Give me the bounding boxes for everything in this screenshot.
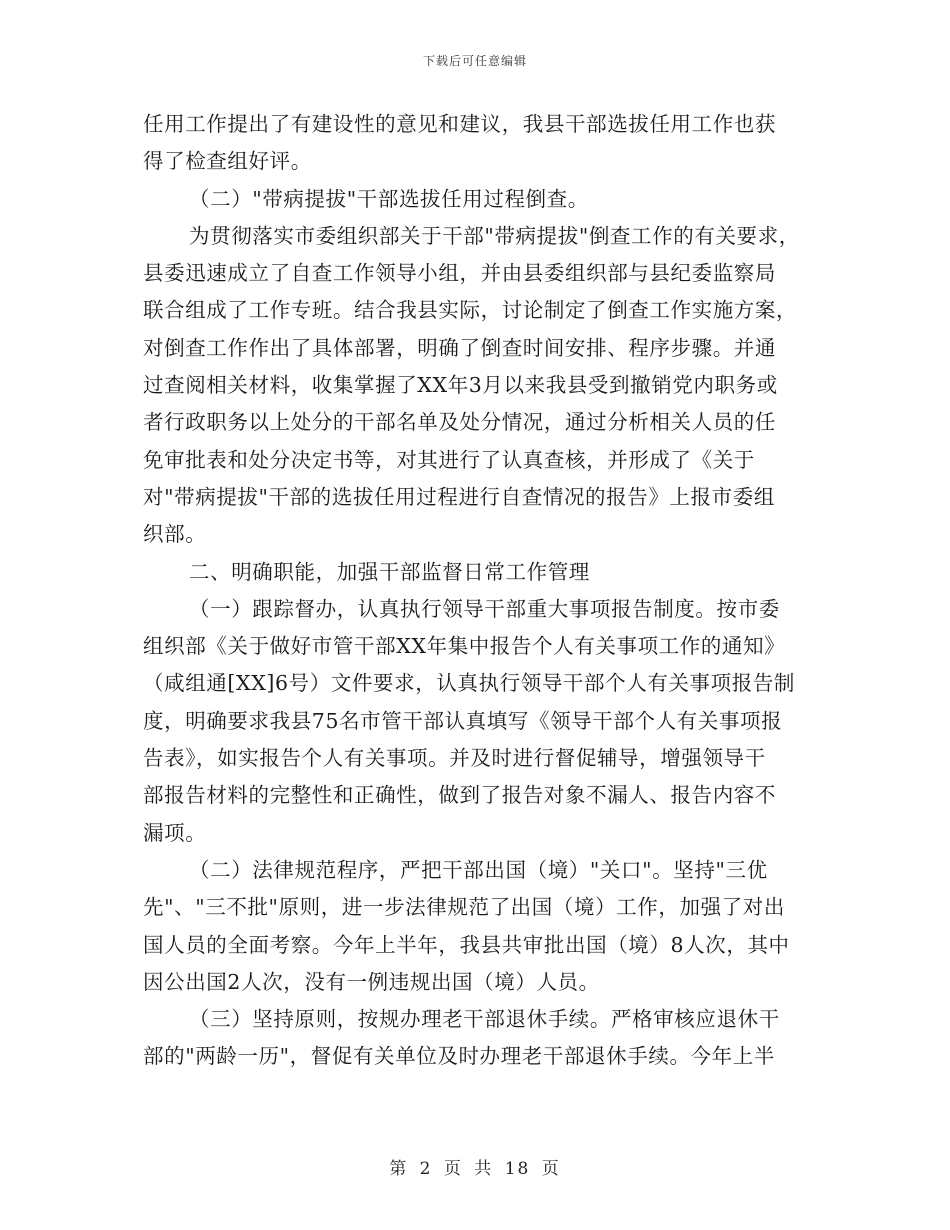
- text-line: 得了检查组好评。: [143, 149, 312, 174]
- text-line: 免审批表和处分决定书等，对其进行了认真查核，并形成了《关于: [143, 447, 755, 472]
- text-line: 部的"两龄一历"，督促有关单位及时办理老干部退休手续。今年上半: [143, 1044, 775, 1069]
- text-line: 二、明确职能，加强干部监督日常工作管理: [189, 559, 590, 584]
- text-line: 织部。: [143, 522, 207, 547]
- text-line: 者行政职务以上处分的干部名单及处分情况，通过分析相关人员的任: [143, 410, 776, 435]
- text-line: 国人员的全面考察。今年上半年，我县共审批出国（境）8人次，其中: [143, 932, 790, 957]
- text-line: 县委迅速成立了自查工作领导小组，并由县委组织部与县纪委监察局: [143, 261, 776, 286]
- text-line: （咸组通[XX]6号）文件要求，认真执行领导干部个人有关事项报告制: [143, 671, 796, 696]
- text-line: 先"、"三不批"原则，进一步法律规范了出国（境）工作，加强了对出: [143, 895, 785, 920]
- page-header: 下载后可任意编辑: [422, 54, 527, 68]
- text-line: （三）坚持原则，按规办理老干部退休手续。严格审核应退休干: [189, 1007, 780, 1032]
- text-line: 为贯彻落实市委组织部关于干部"带病提拔"倒查工作的有关要求，: [189, 223, 800, 248]
- text-line: 组织部《关于做好市管干部XX年集中报告个人有关事项工作的通知》: [143, 634, 786, 659]
- text-line: 任用工作提出了有建设性的意见和建议，我县干部选拔任用工作也获: [143, 112, 776, 136]
- text-line: （二）"带病提拔"干部选拔任用过程倒查。: [189, 186, 589, 211]
- text-line: 因公出国2人次，没有一例违规出国（境）人员。: [143, 969, 600, 994]
- text-line: 对倒查工作作出了具体部署，明确了倒查时间安排、程序步骤。并通: [143, 335, 776, 360]
- text-line: 对"带病提拔"干部的选拔任用过程进行自查情况的报告》上报市委组: [143, 484, 775, 509]
- text-line: （二）法律规范程序，严把干部出国（境）"关口"。坚持"三优: [189, 857, 768, 882]
- text-line: 过查阅相关材料，收集掌握了XX年3月以来我县受到撤销党内职务或: [143, 373, 778, 398]
- text-line: 度，明确要求我县75名市管干部认真填写《领导干部个人有关事项报: [143, 708, 783, 733]
- text-line: （一）跟踪督办，认真执行领导干部重大事项报告制度。按市委: [189, 596, 780, 621]
- text-line: 联合组成了工作专班。结合我县实际，讨论制定了倒查工作实施方案，: [143, 298, 798, 323]
- text-line: 部报告材料的完整性和正确性，做到了报告对象不漏人、报告内容不: [143, 783, 776, 808]
- page-footer: 第 2 页 共 18 页: [389, 1159, 561, 1179]
- document-body: [143, 106, 807, 1076]
- text-line: 告表》，如实报告个人有关事项。并及时进行督促辅导，增强领导干: [143, 746, 766, 771]
- text-line: 漏项。: [143, 820, 207, 845]
